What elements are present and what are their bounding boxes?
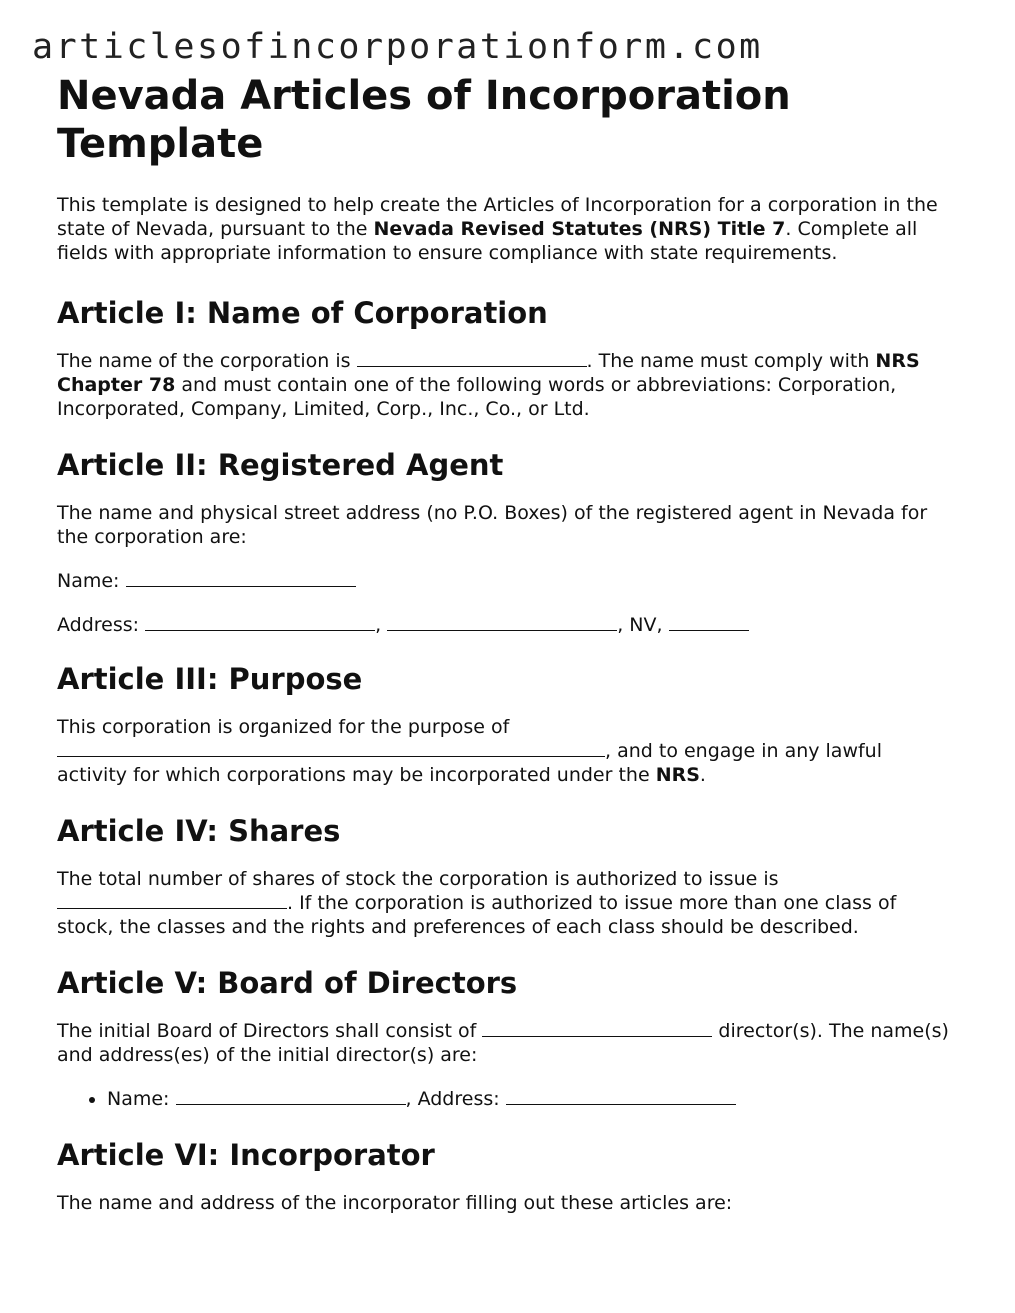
director-name-blank[interactable]: [176, 1087, 406, 1105]
article-1-heading: Article I: Name of Corporation: [57, 296, 548, 330]
directors-list: [57, 1087, 957, 1111]
agent-city-blank[interactable]: [387, 613, 617, 631]
title-line-1: Nevada Articles of Incorporation: [57, 73, 791, 119]
agent-zip-blank[interactable]: [669, 613, 749, 631]
nrs-ref: NRS: [655, 764, 700, 786]
page-title: [57, 72, 957, 168]
title-line-2: Template: [57, 121, 264, 167]
article-3-heading: Article III: Purpose: [57, 662, 363, 696]
article-2-text: The name and physical street address (no P.O. Boxes) of the registered agent in Nevada for the corporation are:: [57, 502, 928, 548]
article-1-text: The name of the corporation is . The name must comply with NRS Chapter 78 and must contain one of the following words or abbreviations: Corporation, Incorporated, Company, Limited, Corp., Inc., Co., or Ltd.: [57, 350, 920, 420]
director-address-blank[interactable]: [506, 1087, 736, 1105]
article-5-text: The initial Board of Directors shall consist of director(s). The name(s) and address(es) of the initial director(s) are:: [57, 1020, 949, 1066]
agent-address-line: Address: , , NV,: [57, 613, 957, 637]
article-4-heading: Article IV: Shares: [57, 814, 341, 848]
document-body: [57, 72, 957, 1215]
watermark: articlesofincorporationform.com: [32, 27, 763, 67]
article-6-heading: Article VI: Incorporator: [57, 1138, 435, 1172]
agent-name-blank[interactable]: [126, 569, 356, 587]
article-6-text: The name and address of the incorporator filling out these articles are:: [57, 1192, 733, 1214]
intro-paragraph: This template is designed to help create the Articles of Incorporation for a corporation in the state of Nevada, pursuant to the Nevada Revised Statutes (NRS) Title 7. Complete all fields with appropriate information to ensure compliance with state requirements.: [57, 194, 938, 264]
article-3-text: This corporation is organized for the purpose of , and to engage in any lawful activity for which corporations may be incorporated under the NRS.: [57, 716, 883, 786]
agent-street-blank[interactable]: [145, 613, 375, 631]
article-4-text: The total number of shares of stock the corporation is authorized to issue is . If the corporation is authorized to issue more than one class of stock, the classes and the rights and preferences of each class should be described.: [57, 868, 897, 938]
shares-blank[interactable]: [57, 891, 287, 909]
article-5-heading: Article V: Board of Directors: [57, 966, 518, 1000]
nrs-chapter-ref: NRS Chapter 78: [57, 350, 920, 396]
agent-name-line: Name:: [57, 569, 957, 593]
article-2-heading: Article II: Registered Agent: [57, 448, 504, 482]
intro-statute: Nevada Revised Statutes (NRS) Title 7: [373, 218, 786, 240]
purpose-blank[interactable]: [57, 739, 605, 757]
directors-count-blank[interactable]: [482, 1019, 712, 1037]
corporation-name-blank[interactable]: [357, 349, 587, 367]
list-item: • Name: , Address:: [107, 1087, 957, 1111]
